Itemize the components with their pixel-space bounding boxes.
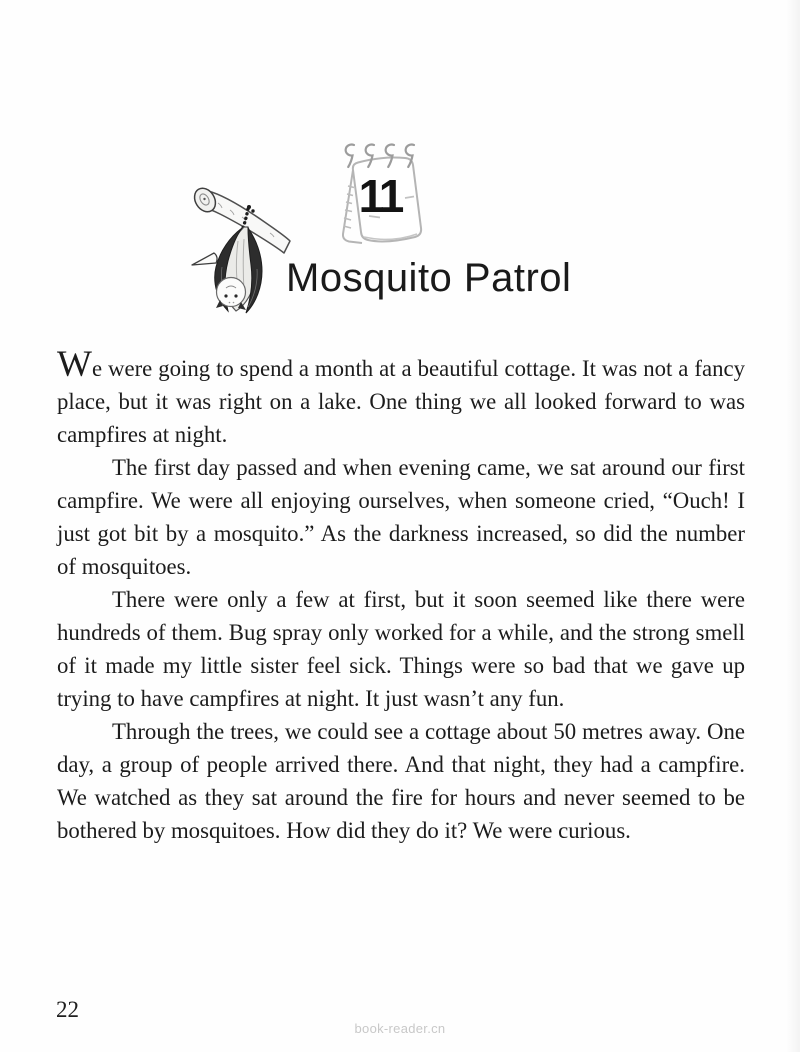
page-number: 22 (56, 997, 79, 1022)
twig-drawing (192, 253, 217, 265)
calendar-icon (322, 136, 440, 248)
watermark: book-reader.cn (354, 1021, 446, 1036)
story-paragraph-3: There were only a few at first, but it soon seemed like there were hundreds of them. Bug spray only worked for a while, and the strong smell of it made my little sister feel sick. Things were so bad that we gave up trying to have campfires at night. It just wasn’t any fun. (57, 587, 745, 711)
ring-icon (346, 145, 354, 167)
story-paragraph-1 (57, 344, 745, 451)
calendar-day-number: 11 (358, 170, 402, 222)
story-paragraph-4: Through the trees, we could see a cottage about 50 metres away. One day, a group of people arrived there. And that night, they had a campfire. We watched as they sat around the fire for hours and never seemed to be bothered by mosquitoes. How did they do it? We were curious. (57, 719, 745, 843)
story-paragraph-2: The first day passed and when evening came, we sat around our first campfire. We were all enjoying ourselves, when someone cried, “Ouch! I just got bit by a mosquito.” As the darkness increased, so did the number of mosquitoes. (57, 455, 745, 579)
story-text (57, 344, 745, 847)
paragraph-1-text: e were going to spend a month at a beautiful cottage. It was not a fancy place, but it was right on a lake. One thing we all looked forward to was campfires at night. (57, 356, 745, 447)
raised-initial-cap: W (57, 344, 92, 385)
bat-face (216, 278, 246, 311)
hanging-bat-icon (184, 181, 302, 323)
chapter-title: Mosquito Patrol (286, 256, 572, 300)
